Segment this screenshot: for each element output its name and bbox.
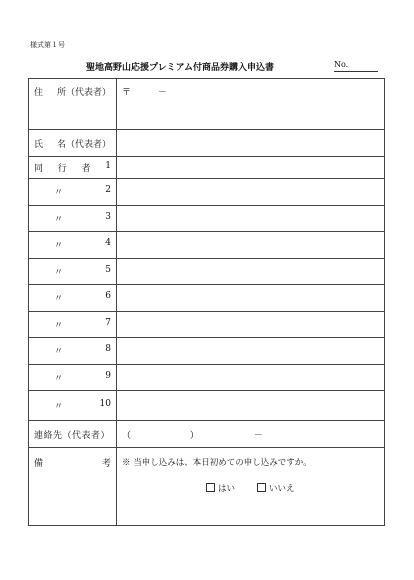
companion-label-4 [29,232,117,259]
ditto-mark: 〃 [54,214,64,225]
ditto-mark: 〃 [54,267,64,278]
companion-field-5[interactable] [117,258,385,285]
companion-number: 8 [105,344,111,355]
companion-field-10[interactable] [117,391,385,421]
name-row [29,130,385,157]
companion-label-1 [29,157,117,179]
option-no[interactable] [257,482,295,494]
remarks-label-right: 考 [101,459,111,469]
address-field[interactable] [117,79,385,130]
ditto-mark: 〃 [54,402,64,412]
companion-field-9[interactable] [117,364,385,391]
ditto-mark: 〃 [54,241,64,252]
companion-number: 4 [105,238,111,249]
companion-field-8[interactable] [117,338,385,365]
companion-head-char-3: 者 [81,164,91,174]
companion-label-5 [29,258,117,285]
companion-row-9 [29,364,385,391]
yes-checkbox[interactable] [206,483,215,492]
companion-number: 9 [105,370,111,381]
companion-field-6[interactable] [117,285,385,312]
ditto-mark: 〃 [54,373,64,384]
companion-row-3 [29,205,385,232]
postal-mark: 〒 [122,88,132,98]
companion-row-1 [29,157,385,179]
companion-head-char-2: 行 [57,164,67,174]
companion-label-7 [29,311,117,338]
companion-head-char-1: 同 [34,164,44,174]
companion-field-7[interactable] [117,311,385,338]
companion-number: 7 [105,317,111,328]
companion-row-10 [29,391,385,421]
companion-number: 10 [99,399,111,409]
ditto-mark: 〃 [54,347,64,358]
name-field[interactable] [117,130,385,157]
form-title: 聖地高野山応援プレミアム付商品券購入申込書 [85,63,274,73]
companion-label-6 [29,285,117,312]
contact-paren-close: ） [189,430,199,441]
ditto-mark: 〃 [54,320,64,331]
postal-dash: － [157,88,167,98]
address-label [29,79,117,130]
ditto-mark: 〃 [54,294,64,305]
name-label-left: 氏 [34,139,44,150]
companion-number: 3 [105,211,111,222]
ditto-mark: 〃 [54,188,64,199]
companion-row-4 [29,232,385,259]
companion-number: 1 [105,161,111,171]
companion-row-2 [29,179,385,206]
answer-options [122,482,379,494]
contact-field[interactable] [117,421,385,448]
name-label [29,130,117,157]
companion-label-2 [29,179,117,206]
address-label-right: 所（代表者） [56,88,111,98]
contact-row [29,421,385,448]
remarks-label-left: 備 [34,459,44,469]
first-application-question: ※ 当申し込みは、本日初めての申し込みですか。 [122,458,312,468]
companion-label-3 [29,205,117,232]
contact-label: 連絡先（代表者） [29,421,117,448]
companion-field-3[interactable] [117,205,385,232]
contact-paren-open: （ [122,430,132,441]
companion-field-1[interactable] [117,157,385,179]
option-yes[interactable] [206,482,235,494]
remarks-field [117,448,385,526]
companion-label-8 [29,338,117,365]
option-no-label: いいえ [269,484,295,494]
remarks-row [29,448,385,526]
contact-dash: － [253,430,263,441]
form-number: 様式第１号 [30,41,65,49]
companion-label-10 [29,391,117,421]
companion-row-6 [29,285,385,312]
address-row [29,79,385,130]
companion-label-9 [29,364,117,391]
companion-field-2[interactable] [117,179,385,206]
address-label-left: 住 [34,88,44,98]
application-table [28,78,385,526]
name-label-right: 名（代表者） [56,139,111,150]
no-checkbox[interactable] [257,483,266,492]
companion-row-5 [29,258,385,285]
option-yes-label: はい [218,484,236,494]
companion-number: 5 [105,264,111,275]
companion-row-8 [29,338,385,365]
companion-row-7 [29,311,385,338]
companion-field-4[interactable] [117,232,385,259]
companion-number: 2 [105,185,111,196]
remarks-label [29,448,117,526]
number-field: No. [334,60,378,72]
companion-number: 6 [105,291,111,302]
